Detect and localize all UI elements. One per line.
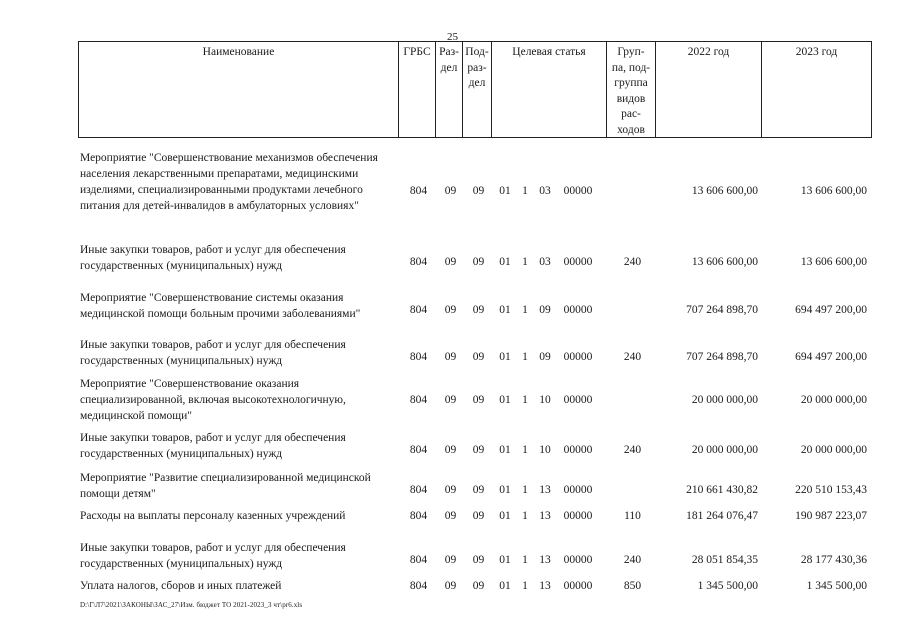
header-2022: 2022 год [656, 42, 762, 137]
table-row [80, 540, 872, 572]
cell-target-subprogram: 1 [522, 185, 528, 197]
cell-target-program: 01 [499, 510, 511, 522]
cell-target-direction: 00000 [563, 554, 593, 566]
cell-razdel: 09 [444, 256, 457, 268]
header-podrazdel: Под- раз- дел [463, 42, 492, 137]
page-number: 25 [447, 31, 458, 43]
cell-target-subprogram: 1 [522, 554, 528, 566]
cell-amount-2023: 220 510 153,43 [795, 484, 867, 496]
cell-grbs: 804 [409, 554, 428, 566]
cell-razdel: 09 [444, 510, 457, 522]
cell-target-direction: 00000 [563, 444, 593, 456]
cell-target-event: 10 [539, 394, 551, 406]
cell-target-subprogram: 1 [522, 394, 528, 406]
cell-target-event: 13 [539, 554, 551, 566]
cell-name: Иные закупки товаров, работ и услуг для обеспечения государственных (муниципальных) нужд [80, 339, 346, 367]
table-row [80, 290, 872, 322]
cell-podrazdel: 09 [472, 554, 485, 566]
cell-podrazdel: 09 [472, 394, 485, 406]
cell-podrazdel: 09 [472, 351, 485, 363]
cell-podrazdel: 09 [472, 256, 485, 268]
cell-razdel: 09 [444, 304, 457, 316]
cell-target-program: 01 [499, 351, 511, 363]
cell-amount-2023: 28 177 430,36 [800, 554, 867, 566]
cell-amount-2022: 13 606 600,00 [691, 185, 758, 197]
cell-podrazdel: 09 [472, 444, 485, 456]
cell-amount-2022: 707 264 898,70 [686, 304, 758, 316]
cell-target-event: 13 [539, 484, 551, 496]
cell-amount-2023: 13 606 600,00 [800, 256, 867, 268]
cell-amount-2023: 694 497 200,00 [795, 304, 867, 316]
cell-target-event: 13 [539, 510, 551, 522]
cell-target-direction: 00000 [563, 304, 593, 316]
cell-amount-2022: 20 000 000,00 [691, 394, 758, 406]
cell-grbs: 804 [409, 444, 428, 456]
cell-name: Иные закупки товаров, работ и услуг для обеспечения государственных (муниципальных) нужд [80, 244, 346, 272]
cell-expense-group: 240 [623, 351, 642, 363]
header-expense-group: Груп- па, под- группа видов рас- ходов [607, 42, 656, 137]
header-2023: 2023 год [795, 46, 838, 58]
cell-podrazdel: 09 [472, 304, 485, 316]
cell-target-direction: 00000 [563, 394, 593, 406]
cell-amount-2023: 20 000 000,00 [800, 394, 867, 406]
header-razdel: Раз- дел [436, 42, 463, 137]
cell-name: Мероприятие "Совершенствование оказания специализированной, включая высокотехнологичную, медицинской помощи" [80, 378, 346, 422]
cell-amount-2023: 694 497 200,00 [795, 351, 867, 363]
table-header [78, 41, 872, 138]
cell-amount-2022: 28 051 854,35 [691, 554, 758, 566]
cell-target-program: 01 [499, 580, 511, 592]
cell-razdel: 09 [444, 185, 457, 197]
cell-amount-2023: 20 000 000,00 [800, 444, 867, 456]
header-target-article: Целевая статья [492, 42, 607, 137]
cell-target-program: 01 [499, 444, 511, 456]
cell-podrazdel: 09 [472, 510, 485, 522]
table-row [80, 470, 872, 502]
table-row [80, 578, 872, 594]
table-row [80, 150, 872, 232]
table-row [80, 376, 872, 424]
cell-name: Расходы на выплаты персоналу казенных учреждений [80, 510, 346, 522]
cell-amount-2022: 1 345 500,00 [697, 580, 758, 592]
header-name: Наименование [79, 42, 399, 137]
cell-target-program: 01 [499, 554, 511, 566]
cell-target-program: 01 [499, 394, 511, 406]
cell-grbs: 804 [409, 185, 428, 197]
cell-amount-2023: 13 606 600,00 [800, 185, 867, 197]
cell-expense-group: 240 [623, 444, 642, 456]
cell-amount-2022: 210 661 430,82 [686, 484, 758, 496]
table-row [80, 337, 872, 369]
cell-name: Мероприятие "Совершенствование механизмов обеспечения населения лекарственными препаратами, медицинскими изделиями, специализированными продуктами лечебного питания для детей-инвалидов в амбулаторных условиях" [80, 152, 378, 212]
cell-amount-2023: 1 345 500,00 [806, 580, 867, 592]
cell-target-event: 03 [539, 256, 551, 268]
cell-expense-group: 240 [623, 554, 642, 566]
cell-name: Иные закупки товаров, работ и услуг для обеспечения государственных (муниципальных) нужд [80, 542, 346, 570]
cell-target-subprogram: 1 [522, 510, 528, 522]
cell-razdel: 09 [444, 580, 457, 592]
cell-target-event: 13 [539, 580, 551, 592]
cell-amount-2022: 181 264 076,47 [686, 510, 758, 522]
cell-razdel: 09 [444, 444, 457, 456]
cell-razdel: 09 [444, 394, 457, 406]
cell-razdel: 09 [444, 484, 457, 496]
cell-target-direction: 00000 [563, 484, 593, 496]
cell-target-event: 09 [539, 351, 551, 363]
cell-name: Мероприятие "Развитие специализированной медицинской помощи детям" [80, 472, 371, 500]
cell-expense-group: 110 [624, 510, 641, 522]
cell-target-direction: 00000 [563, 351, 593, 363]
file-path-footer: D:\Г\Л7\2021\ЗАКОНЫ\ЗАС_27\Изм. бюджет ТО 2021-2023_3 чт\pr6.xls [80, 601, 303, 609]
cell-target-subprogram: 1 [522, 444, 528, 456]
cell-target-subprogram: 1 [522, 580, 528, 592]
cell-grbs: 804 [409, 394, 428, 406]
cell-target-program: 01 [499, 484, 511, 496]
cell-grbs: 804 [409, 484, 428, 496]
cell-podrazdel: 09 [472, 185, 485, 197]
cell-amount-2023: 190 987 223,07 [795, 510, 867, 522]
cell-razdel: 09 [444, 351, 457, 363]
cell-name: Мероприятие "Совершенствование системы оказания медицинской помощи больным прочими заболеваниями" [80, 292, 361, 320]
cell-target-direction: 00000 [563, 256, 593, 268]
cell-target-event: 10 [539, 444, 551, 456]
cell-target-event: 09 [539, 304, 551, 316]
cell-podrazdel: 09 [472, 484, 485, 496]
cell-expense-group: 240 [623, 256, 642, 268]
cell-name: Уплата налогов, сборов и иных платежей [80, 580, 282, 592]
cell-grbs: 804 [409, 256, 428, 268]
cell-amount-2022: 707 264 898,70 [686, 351, 758, 363]
cell-grbs: 804 [409, 304, 428, 316]
cell-target-direction: 00000 [563, 510, 593, 522]
cell-amount-2022: 20 000 000,00 [691, 444, 758, 456]
cell-target-program: 01 [499, 185, 511, 197]
cell-podrazdel: 09 [472, 580, 485, 592]
cell-target-program: 01 [499, 304, 511, 316]
cell-target-program: 01 [499, 256, 511, 268]
cell-target-subprogram: 1 [522, 351, 528, 363]
cell-grbs: 804 [409, 510, 428, 522]
cell-razdel: 09 [444, 554, 457, 566]
cell-target-direction: 00000 [563, 185, 593, 197]
cell-target-subprogram: 1 [522, 304, 528, 316]
cell-expense-group: 850 [623, 580, 642, 592]
cell-target-direction: 00000 [563, 580, 593, 592]
cell-target-event: 03 [539, 185, 551, 197]
table-row [80, 430, 872, 462]
table-row [80, 508, 872, 524]
header-grbs: ГРБС [399, 42, 436, 137]
cell-name: Иные закупки товаров, работ и услуг для обеспечения государственных (муниципальных) нужд [80, 432, 346, 460]
cell-grbs: 804 [409, 580, 428, 592]
cell-target-subprogram: 1 [522, 484, 528, 496]
cell-target-subprogram: 1 [522, 256, 528, 268]
cell-grbs: 804 [409, 351, 428, 363]
cell-amount-2022: 13 606 600,00 [691, 256, 758, 268]
table-row [80, 242, 872, 274]
